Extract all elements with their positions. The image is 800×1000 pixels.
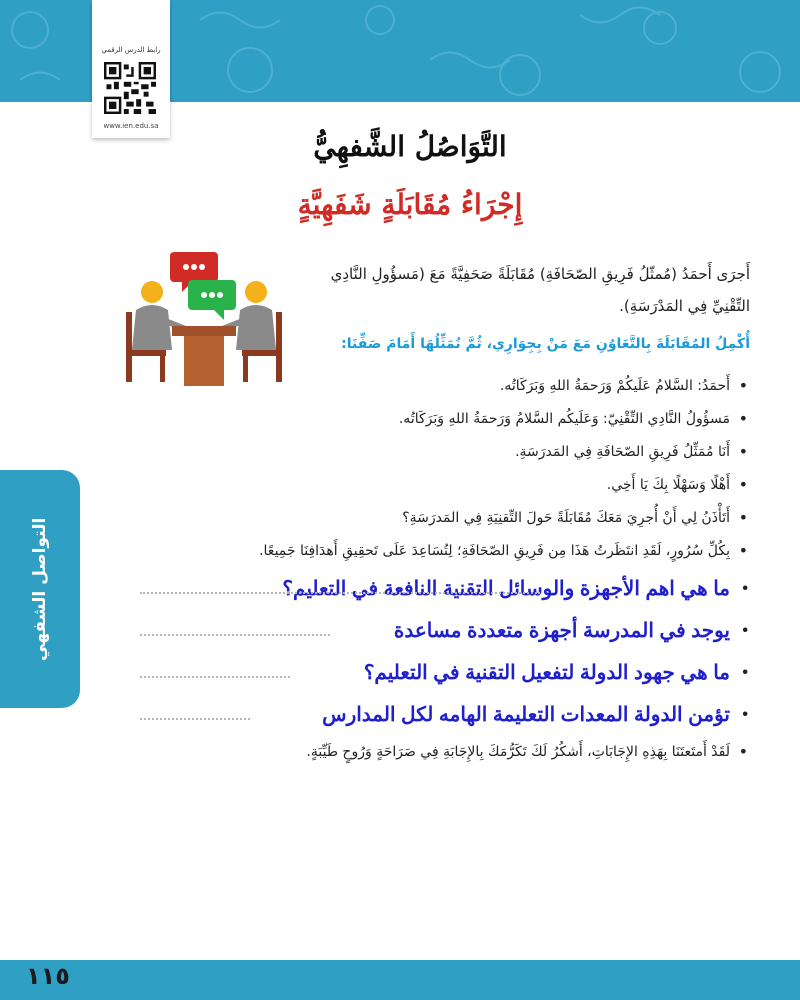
side-tab-label: التواصل الشفهي — [30, 517, 50, 661]
dialog-text: أَهْلًا وَسَهْلًا بِكَ يَا أَخِي. — [606, 477, 730, 493]
intro-paragraph: أَجرَى أَحمَدُ (مُمثّلُ فَرِيقِ الصّحَافَةِ) مُقَابَلَةً صَحَفِيَّةً مَعَ (مَسؤُولِ النَّادِي التِّقْنِيِّ فِي المَدْرَسَةِ). — [330, 265, 750, 315]
qr-caption: رابط الدرس الرقمي — [101, 46, 161, 54]
answer-item[interactable] — [150, 570, 750, 612]
dialog-text: أَتَأْذَنُ لِي أَنْ أُجرِيَ مَعَكَ مُقَابَلَةً حَولَ التِّقنِيَةِ فِي المَدرَسَةِ؟ — [402, 510, 730, 526]
page-title: التَّوَاصُلُ الشَّفهِيُّ — [313, 130, 507, 163]
dialog-item — [150, 471, 750, 504]
answer-line — [140, 592, 540, 594]
answer-text: تؤمن الدولة المعدات التعليمة الهامه لكل المدارس — [322, 704, 730, 726]
answer-text: يوجد في المدرسة أجهزة متعددة مساعدة — [393, 620, 730, 642]
answer-text: ما هي اهم الأجهزة والوسائل التقنية النافعة في التعليم؟ — [282, 578, 730, 600]
dialog-item — [150, 504, 750, 537]
footer-band — [0, 960, 800, 1000]
unit-side-tab[interactable] — [0, 470, 80, 708]
dialog-item — [150, 372, 750, 405]
qr-code-icon[interactable] — [104, 62, 156, 114]
qr-url[interactable]: www.ien.edu.sa — [103, 122, 159, 130]
dialog-item — [150, 405, 750, 438]
instruction: أُكْمِلُ المُقَابَلَةَ بِالتَّعَاوُنِ مَعَ مَنْ بِجِوَارِي، ثُمَّ نُمَثِّلُهَا أَمَامَ صَفِّنَا: — [341, 336, 750, 352]
speech-bubble-icon — [170, 252, 236, 320]
answer-item[interactable] — [150, 612, 750, 654]
dialog-text: لَقَدْ أَمتَعتَنَا بِهَذِهِ الإِجَابَاتِ، أَشكُرُ لَكَ تَكَرُّمَكَ بِالإِجَابَةِ فِي صَرَاحَةٍ وَرُوحٍ طَيِّبَةٍ. — [306, 744, 730, 760]
answer-line — [140, 676, 290, 678]
dialog-text: أَنَا مُمَثِّلُ فَرِيقِ الصّحَافَةِ فِي المَدرَسَةِ. — [515, 444, 730, 460]
answer-line — [140, 718, 250, 720]
dialog-item — [150, 738, 750, 771]
page-number: ١١٥ — [26, 962, 70, 990]
dialog-item — [150, 438, 750, 471]
answer-line — [140, 634, 330, 636]
answer-item[interactable] — [150, 696, 750, 738]
dialog-text: مَسؤُولُ النَّادِي التِّقْنِيّ: وَعَلَيكُم السَّلامُ وَرَحمَةُ اللهِ وَبَرَكَاتُه. — [398, 411, 730, 427]
interview-illustration — [124, 250, 284, 390]
dialog-text: أَحمَدُ: السَّلامُ عَلَيكُمْ وَرَحمَةُ اللهِ وَبَرَكَاتُه. — [499, 378, 730, 394]
answer-item[interactable] — [150, 654, 750, 696]
lesson-subtitle: إِجْرَاءُ مُقَابَلَةٍ شَفَهِيَّةٍ — [297, 188, 523, 221]
dialog-list — [150, 372, 750, 771]
answer-text: ما هي جهود الدولة لتفعيل التقنية في التعليم؟ — [363, 662, 730, 684]
dialog-text: بِكُلِّ سُرُورٍ، لَقَدِ انتَظَرتُ هَذَا مِن فَرِيقِ الصّحَافَةِ؛ لِتُسَاعِدَ عَلَى تَحقِيقِ أَهدَافِنَا جَمِيعًا. — [259, 543, 730, 559]
qr-card[interactable] — [92, 0, 170, 138]
dialog-item — [150, 537, 750, 570]
